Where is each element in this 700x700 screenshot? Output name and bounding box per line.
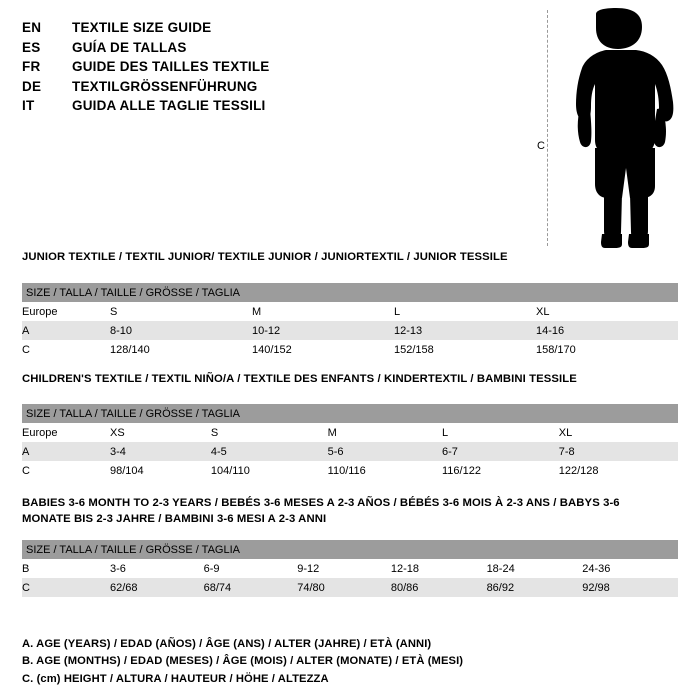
row-label: C [22, 343, 30, 356]
language-code: DE [22, 78, 42, 94]
cell-value: 18-24 [486, 562, 515, 575]
cell-value: 14-16 [536, 324, 565, 337]
cell-value: 140/152 [252, 343, 292, 356]
cell-value: 128/140 [110, 343, 150, 356]
cell-value: 5-6 [327, 445, 344, 458]
cell-value: 62/68 [110, 581, 138, 594]
legend-line-c: C. (cm) HEIGHT / ALTURA / HAUTEUR / HÖHE / ALTEZZA [22, 672, 329, 685]
measure-label-c: C [537, 140, 545, 152]
cell-value: 10-12 [252, 324, 281, 337]
legend-block [22, 636, 463, 689]
row-label: A [22, 324, 30, 337]
cell-value: 12-13 [394, 324, 423, 337]
table-header-label: SIZE / TALLA / TAILLE / GRÖSSE / TAGLIA [26, 543, 240, 556]
cell-value: 122/128 [558, 464, 599, 477]
cell-value: 24-36 [582, 562, 611, 575]
table-row [22, 302, 678, 321]
cell-value: 4-5 [210, 445, 227, 458]
row-label: A [22, 445, 30, 458]
cell-value: XS [110, 426, 125, 439]
table-row [22, 461, 678, 480]
table-row [22, 578, 678, 597]
cell-value: 6-9 [203, 562, 220, 575]
language-row [22, 20, 502, 40]
cell-value: 104/110 [210, 464, 250, 477]
language-title: TEXTILGRÖSSENFÜHRUNG [72, 78, 258, 94]
language-title: GUIDE DES TAILLES TEXTILE [72, 59, 270, 74]
cell-value: M [252, 305, 262, 318]
section-title-children: CHILDREN'S TEXTILE / TEXTIL NIÑO/A / TEXTILE DES ENFANTS / KINDERTEXTIL / BAMBINI TESSILE [22, 373, 577, 385]
table-header-row [22, 404, 678, 423]
child-silhouette-icon [560, 8, 680, 248]
section-title-junior: JUNIOR TEXTILE / TEXTIL JUNIOR/ TEXTILE JUNIOR / JUNIORTEXTIL / JUNIOR TESSILE [22, 251, 508, 263]
cell-value: 80/86 [390, 581, 419, 594]
junior-size-table [22, 283, 678, 359]
row-label: B [22, 562, 30, 575]
cell-value: 9-12 [297, 562, 320, 575]
language-row [22, 98, 502, 118]
row-label: Europe [22, 426, 58, 439]
cell-value: 116/122 [441, 464, 481, 477]
table-row [22, 321, 678, 340]
table-header-row [22, 540, 678, 559]
cell-value: L [394, 305, 401, 318]
language-title: GUIDA ALLE TAGLIE TESSILI [72, 98, 266, 113]
cell-value: 7-8 [558, 445, 575, 458]
cell-value: 92/98 [582, 581, 610, 594]
cell-value: L [441, 426, 449, 439]
cell-value: 110/116 [327, 464, 366, 477]
language-code: EN [22, 20, 42, 35]
row-label: Europe [22, 305, 58, 318]
language-title: TEXTILE SIZE GUIDE [72, 20, 212, 35]
table-header-label: SIZE / TALLA / TAILLE / GRÖSSE / TAGLIA [26, 407, 240, 420]
table-row [22, 340, 678, 359]
cell-value: 12-18 [390, 562, 420, 575]
cell-value: 3-6 [110, 562, 126, 575]
row-label: C [22, 581, 30, 594]
cell-value: 6-7 [441, 445, 458, 458]
row-label: C [22, 464, 30, 477]
measurement-figure [520, 8, 695, 248]
cell-value: M [327, 426, 337, 439]
cell-value: 8-10 [110, 324, 133, 337]
language-code: FR [22, 59, 41, 74]
cell-value: XL [536, 305, 550, 318]
cell-value: 3-4 [110, 445, 126, 458]
children-size-table [22, 404, 678, 480]
cell-value: 152/158 [394, 343, 434, 356]
table-header-label: SIZE / TALLA / TAILLE / GRÖSSE / TAGLIA [26, 286, 240, 299]
cell-value: 158/170 [536, 343, 576, 356]
table-row [22, 442, 678, 461]
height-measure-line [547, 10, 548, 246]
language-title: GUÍA DE TALLAS [72, 39, 187, 55]
cell-value: S [210, 426, 219, 439]
section-title-babies: BABIES 3-6 MONTH TO 2-3 YEARS / BEBÉS 3-6 MESES A 2-3 AÑOS / BÉBÉS 3-6 MOIS À 2-3 ANS / BABYS 3-6 MONATE BIS 2-3 JAHRE / BAMBINI 3-6 MESI A 2-3 ANNI [22, 497, 620, 525]
language-row [22, 59, 502, 79]
legend-line-b: B. AGE (MONTHS) / EDAD (MESES) / ÂGE (MOIS) / ALTER (MONATE) / ETÀ (MESI) [22, 655, 464, 667]
cell-value: 68/74 [203, 581, 232, 594]
table-header-row [22, 283, 678, 302]
table-row [22, 423, 678, 442]
cell-value: 86/92 [486, 581, 515, 594]
legend-line-a: A. AGE (YEARS) / EDAD (AÑOS) / ÂGE (ANS) / ALTER (JAHRE) / ETÀ (ANNI) [22, 637, 432, 650]
cell-value: 74/80 [297, 581, 325, 594]
language-code: ES [22, 39, 41, 55]
language-title-list [22, 20, 502, 118]
cell-value: S [110, 305, 118, 318]
cell-value: 98/104 [110, 464, 144, 477]
table-row [22, 559, 678, 578]
language-code: IT [22, 98, 35, 113]
language-row [22, 40, 502, 60]
language-row [22, 79, 502, 99]
cell-value: XL [558, 426, 573, 439]
babies-size-table [22, 540, 678, 597]
